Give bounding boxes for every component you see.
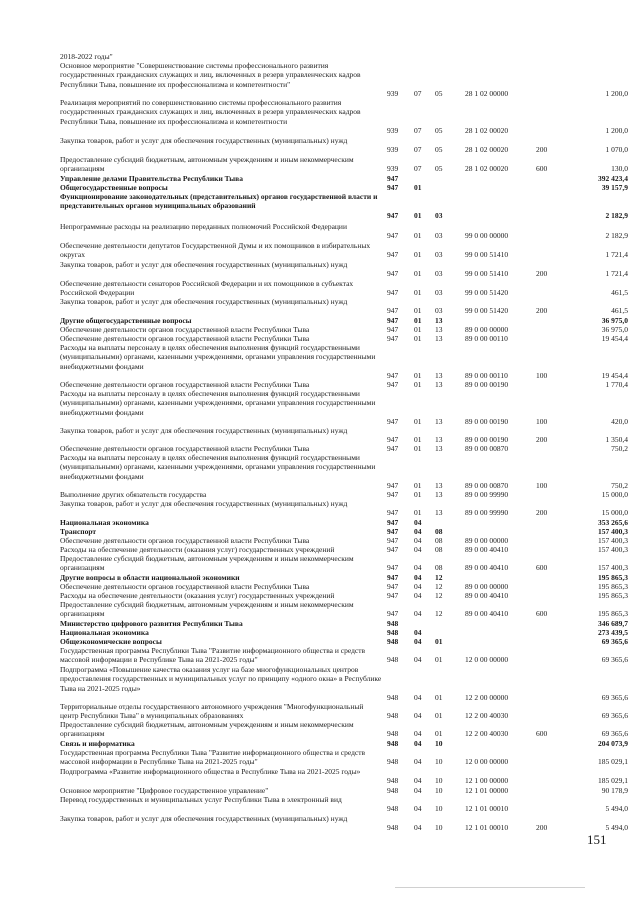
row-sum: 69 365,6 <box>601 655 628 665</box>
row-description: Обеспечение деятельности органов государственной власти Республики Тыва <box>60 444 310 453</box>
row-rz: 01 <box>414 380 422 389</box>
row-vr: 200 <box>536 269 548 279</box>
row-sum: 1 770,4 <box>605 380 628 389</box>
row-description: Обеспечение деятельности органов государственной власти Республики Тыва <box>60 536 310 545</box>
row-sum: 69 365,6 <box>601 637 628 646</box>
row-grbs: 948 <box>387 655 399 665</box>
row-description: Расходы на выплаты персоналу в целях обеспечения выполнения функций государственными (муниципальными) органами, казенными учреждениями, органами управления государственными внебюджетными фондами <box>60 389 376 417</box>
row-sum: 15 000,0 <box>601 508 628 518</box>
row-description: Расходы на выплаты персоналу в целях обеспечения выполнения функций государственными (муниципальными) органами, казенными учреждениями, органами управления государственными внебюджетными фондами <box>60 453 376 481</box>
row-grbs: 947 <box>387 444 399 453</box>
row-grbs: 947 <box>387 380 399 389</box>
row-vr: 100 <box>536 416 548 426</box>
row-rz: 01 <box>414 334 422 343</box>
row-description: Закупка товаров, работ и услуг для обеспечения государственных (муниципальных) нужд <box>60 260 348 269</box>
row-pr: 01 <box>435 711 443 721</box>
row-grbs: 947 <box>387 536 399 545</box>
row-rz: 01 <box>414 210 422 220</box>
row-pr: 05 <box>435 125 443 135</box>
row-sum: 157 400,3 <box>598 527 628 536</box>
row-vr: 200 <box>536 145 548 155</box>
row-grbs: 948 <box>387 757 399 767</box>
row-grbs: 947 <box>387 582 399 591</box>
row-description: Предоставление субсидий бюджетным, автономным учреждениям и иным некоммерческим организациям <box>60 554 354 573</box>
row-description: Общегосударственные вопросы <box>60 183 168 192</box>
row-pr: 01 <box>435 729 443 739</box>
row-pr: 13 <box>435 416 443 426</box>
row-description: Территориальные отделы государственного автономного учреждения "Многофункциональный центр Республики Тыва" в муниципальных образованиях <box>60 702 364 721</box>
row-pr: 13 <box>435 370 443 380</box>
row-sum: 36 975,0 <box>601 325 628 334</box>
row-vr: 600 <box>536 563 548 573</box>
row-cs: 99 0 00 51410 <box>465 269 509 279</box>
row-rz: 04 <box>414 591 422 600</box>
row-pr: 01 <box>435 637 443 646</box>
row-rz: 04 <box>414 536 422 545</box>
row-grbs: 947 <box>387 231 399 241</box>
row-rz: 07 <box>414 125 422 135</box>
row-sum: 185 029,1 <box>598 776 628 786</box>
row-grbs: 947 <box>387 490 399 499</box>
row-sum: 195 865,3 <box>598 573 628 582</box>
row-sum: 195 865,3 <box>598 591 628 600</box>
row-sum: 157 400,3 <box>598 536 628 545</box>
row-sum: 461,5 <box>611 288 628 298</box>
row-grbs: 947 <box>387 527 399 536</box>
row-description: Перевод государственных и муниципальных услуг Республики Тыва в электронный вид <box>60 795 342 804</box>
row-vr: 200 <box>536 435 548 445</box>
row-grbs: 947 <box>387 306 399 316</box>
row-cs: 12 1 01 00010 <box>465 804 509 814</box>
row-description: Функционирование законодательных (представительных) органов государственной власти и представительных органов муниципальных образований <box>60 192 378 211</box>
row-cs: 89 0 00 00110 <box>465 370 508 380</box>
row-description: Обеспечение деятельности органов государственной власти Республики Тыва <box>60 334 310 343</box>
row-rz: 04 <box>414 545 422 554</box>
row-sum: 1 721,4 <box>605 269 628 279</box>
row-cs: 28 1 02 00020 <box>465 145 509 155</box>
row-sum: 273 439,5 <box>598 628 628 637</box>
row-vr: 600 <box>536 729 548 739</box>
row-grbs: 948 <box>387 823 399 833</box>
row-sum: 15 000,0 <box>601 490 628 499</box>
row-cs: 12 2 00 40030 <box>465 729 509 739</box>
row-rz: 04 <box>414 729 422 739</box>
row-pr: 03 <box>435 250 443 260</box>
page-number: 151 <box>587 832 607 847</box>
row-rz: 01 <box>414 435 422 445</box>
row-description: Обеспечение деятельности органов государственной власти Республики Тыва <box>60 380 310 389</box>
row-description: Расходы на обеспечение деятельности (оказания услуг) государственных учреждений <box>60 545 335 554</box>
row-grbs: 948 <box>387 637 399 646</box>
row-cs: 12 2 00 40030 <box>465 711 509 721</box>
row-sum: 1 200,0 <box>605 88 628 98</box>
row-description: Национальная экономика <box>60 518 149 527</box>
row-pr: 03 <box>435 269 443 279</box>
row-pr: 08 <box>435 527 443 536</box>
row-sum: 195 865,3 <box>598 609 628 619</box>
row-cs: 89 0 00 00000 <box>465 325 509 334</box>
row-description: Закупка товаров, работ и услуг для обеспечения государственных (муниципальных) нужд <box>60 297 348 306</box>
row-grbs: 948 <box>387 804 399 814</box>
row-pr: 13 <box>435 480 443 490</box>
row-rz: 04 <box>414 655 422 665</box>
row-rz: 04 <box>414 628 422 637</box>
row-description: Национальная экономика <box>60 628 149 637</box>
row-grbs: 947 <box>387 609 399 619</box>
row-pr: 05 <box>435 88 443 98</box>
row-description: Основное мероприятие "Цифровое государственное управление" <box>60 786 269 795</box>
row-cs: 89 0 00 00110 <box>465 334 508 343</box>
row-vr: 200 <box>536 306 548 316</box>
row-rz: 01 <box>414 316 422 325</box>
row-grbs: 948 <box>387 786 399 795</box>
row-grbs: 947 <box>387 416 399 426</box>
row-rz: 04 <box>414 582 422 591</box>
row-description: Обеспечение деятельности сенаторов Российской Федерации и их помощников в субъектах Российской Федерации <box>60 279 354 298</box>
row-cs: 28 1 02 00000 <box>465 88 509 98</box>
row-pr: 08 <box>435 545 443 554</box>
row-grbs: 947 <box>387 250 399 260</box>
row-sum: 19 454,4 <box>601 370 628 380</box>
row-pr: 03 <box>435 306 443 316</box>
row-cs: 89 0 00 40410 <box>465 591 509 600</box>
row-vr: 600 <box>536 609 548 619</box>
row-cs: 12 1 00 00000 <box>465 776 509 786</box>
row-sum: 420,0 <box>611 416 628 426</box>
row-sum: 204 073,9 <box>598 739 628 748</box>
row-grbs: 948 <box>387 729 399 739</box>
row-rz: 01 <box>414 183 422 192</box>
row-sum: 69 365,6 <box>601 692 628 702</box>
row-description: Основное мероприятие "Совершенствование системы профессионального развития государственных гражданских служащих и лиц, включенных в резерв управленческих кадров Республики Тыва, повышение их профессионализма и компетентности" <box>60 61 361 89</box>
row-grbs: 947 <box>387 563 399 573</box>
row-sum: 1 070,0 <box>605 145 628 155</box>
row-sum: 19 454,4 <box>601 334 628 343</box>
row-grbs: 939 <box>387 125 399 135</box>
row-rz: 01 <box>414 250 422 260</box>
row-description: Подпрограмма «Развитие информационного общества в Республике Тыва на 2021-2025 годы» <box>60 767 361 776</box>
row-cs: 12 0 00 00000 <box>465 655 509 665</box>
row-rz: 04 <box>414 739 422 748</box>
row-description: Обеспечение деятельности органов государственной власти Республики Тыва <box>60 582 310 591</box>
row-sum: 69 365,6 <box>601 729 628 739</box>
row-pr: 10 <box>435 757 443 767</box>
row-sum: 195 865,3 <box>598 582 628 591</box>
row-pr: 03 <box>435 231 443 241</box>
row-sum: 346 689,7 <box>598 619 628 628</box>
row-sum: 2 182,9 <box>605 210 628 220</box>
row-pr: 10 <box>435 739 443 748</box>
row-description: Предоставление субсидий бюджетным, автономным учреждениям и иным некоммерческим организациям <box>60 600 354 619</box>
row-cs: 99 0 00 51420 <box>465 306 509 316</box>
row-description: Транспорт <box>60 527 97 536</box>
row-pr: 10 <box>435 823 443 833</box>
row-vr: 200 <box>536 508 548 518</box>
row-pr: 13 <box>435 316 443 325</box>
row-rz: 04 <box>414 804 422 814</box>
row-grbs: 948 <box>387 776 399 786</box>
row-grbs: 948 <box>387 739 399 748</box>
row-pr: 08 <box>435 563 443 573</box>
row-pr: 12 <box>435 573 443 582</box>
row-cs: 89 0 00 00190 <box>465 380 509 389</box>
row-description: Обеспечение деятельности органов государственной власти Республики Тыва <box>60 325 310 334</box>
row-rz: 04 <box>414 711 422 721</box>
row-pr: 01 <box>435 655 443 665</box>
row-cs: 12 0 00 00000 <box>465 757 509 767</box>
row-sum: 353 265,6 <box>598 518 628 527</box>
row-description: Закупка товаров, работ и услуг для обеспечения государственных (муниципальных) нужд <box>60 814 348 823</box>
row-pr: 13 <box>435 490 443 499</box>
row-description: Выполнение других обязательств государства <box>60 490 207 499</box>
row-rz: 04 <box>414 786 422 795</box>
row-rz: 01 <box>414 370 422 380</box>
row-cs: 89 0 00 00190 <box>465 416 509 426</box>
row-pr: 13 <box>435 435 443 445</box>
row-description: 2018-2022 годы" <box>60 52 113 61</box>
row-rz: 01 <box>414 480 422 490</box>
row-vr: 600 <box>536 164 548 174</box>
row-grbs: 947 <box>387 591 399 600</box>
row-vr: 200 <box>536 823 548 833</box>
row-sum: 392 423,4 <box>598 174 628 183</box>
row-grbs: 947 <box>387 183 399 192</box>
row-description: Закупка товаров, работ и услуг для обеспечения государственных (муниципальных) нужд <box>60 499 348 508</box>
row-cs: 89 0 00 00870 <box>465 444 509 453</box>
row-sum: 2 182,9 <box>605 231 628 241</box>
row-pr: 12 <box>435 591 443 600</box>
row-pr: 12 <box>435 609 443 619</box>
row-grbs: 939 <box>387 145 399 155</box>
row-cs: 89 0 00 99990 <box>465 508 509 518</box>
row-rz: 04 <box>414 757 422 767</box>
row-pr: 13 <box>435 444 443 453</box>
row-pr: 05 <box>435 145 443 155</box>
row-rz: 04 <box>414 823 422 833</box>
row-grbs: 947 <box>387 325 399 334</box>
row-cs: 28 1 02 00020 <box>465 125 509 135</box>
row-rz: 01 <box>414 306 422 316</box>
row-cs: 99 0 00 51410 <box>465 250 509 260</box>
row-pr: 10 <box>435 804 443 814</box>
row-description: Закупка товаров, работ и услуг для обеспечения государственных (муниципальных) нужд <box>60 136 348 145</box>
row-grbs: 948 <box>387 692 399 702</box>
row-rz: 01 <box>414 325 422 334</box>
row-sum: 5 494,0 <box>605 823 628 833</box>
row-pr: 10 <box>435 786 443 795</box>
bottom-rule <box>395 887 585 888</box>
row-vr: 100 <box>536 370 548 380</box>
row-pr: 05 <box>435 164 443 174</box>
row-cs: 12 2 00 00000 <box>465 692 509 702</box>
row-sum: 39 157,9 <box>601 183 628 192</box>
row-description: Обеспечение деятельности депутатов Государственной Думы и их помощников в избирательных округах <box>60 241 371 260</box>
row-description: Связь и информатика <box>60 739 135 748</box>
row-cs: 99 0 00 51420 <box>465 288 509 298</box>
row-grbs: 947 <box>387 316 399 325</box>
row-grbs: 947 <box>387 480 399 490</box>
row-rz: 04 <box>414 776 422 786</box>
row-cs: 12 1 01 00000 <box>465 786 509 795</box>
row-rz: 01 <box>414 416 422 426</box>
row-pr: 12 <box>435 582 443 591</box>
row-sum: 90 178,9 <box>601 786 628 795</box>
row-rz: 01 <box>414 508 422 518</box>
row-pr: 13 <box>435 325 443 334</box>
row-vr: 100 <box>536 480 548 490</box>
row-pr: 13 <box>435 380 443 389</box>
row-description: Расходы на обеспечение деятельности (оказания услуг) государственных учреждений <box>60 591 335 600</box>
row-grbs: 947 <box>387 573 399 582</box>
row-cs: 89 0 00 00000 <box>465 582 509 591</box>
row-grbs: 939 <box>387 164 399 174</box>
row-rz: 04 <box>414 692 422 702</box>
row-description: Предоставление субсидий бюджетным, автономным учреждениям и иным некоммерческим организациям <box>60 720 354 739</box>
row-grbs: 947 <box>387 370 399 380</box>
row-cs: 89 0 00 40410 <box>465 545 509 554</box>
row-grbs: 947 <box>387 269 399 279</box>
row-sum: 1 721,4 <box>605 250 628 260</box>
row-grbs: 939 <box>387 88 399 98</box>
row-rz: 04 <box>414 573 422 582</box>
row-description: Закупка товаров, работ и услуг для обеспечения государственных (муниципальных) нужд <box>60 426 348 435</box>
row-description: Реализация мероприятий по совершенствованию системы профессионального развития государственных гражданских служащих и лиц, включенных в резерв управленческих кадров Республики Тыва, повышение их профессионализма и компетентности <box>60 98 361 126</box>
row-rz: 04 <box>414 609 422 619</box>
row-cs: 89 0 00 40410 <box>465 563 509 573</box>
row-sum: 36 975,0 <box>601 316 628 325</box>
row-pr: 01 <box>435 692 443 702</box>
row-description: Государственная программа Республики Тыва "Развитие информационного общества и средств массовой информации в Республике Тыва на 2021-2025 годы" <box>60 748 366 767</box>
row-grbs: 947 <box>387 334 399 343</box>
row-cs: 89 0 00 00190 <box>465 435 509 445</box>
row-description: Другие вопросы в области национальной экономики <box>60 573 240 582</box>
row-sum: 157 400,3 <box>598 545 628 554</box>
row-grbs: 947 <box>387 518 399 527</box>
row-grbs: 948 <box>387 619 399 628</box>
row-rz: 07 <box>414 88 422 98</box>
row-cs: 89 0 00 00000 <box>465 536 509 545</box>
row-rz: 01 <box>414 269 422 279</box>
row-sum: 69 365,6 <box>601 711 628 721</box>
row-cs: 28 1 02 00020 <box>465 164 509 174</box>
row-pr: 13 <box>435 334 443 343</box>
row-description: Предоставление субсидий бюджетным, автономным учреждениям и иным некоммерческим организациям <box>60 155 354 174</box>
row-description: Управление делами Правительства Республики Тыва <box>60 174 243 183</box>
row-description: Другие общегосударственные вопросы <box>60 316 192 325</box>
row-sum: 130,0 <box>611 164 628 174</box>
row-rz: 04 <box>414 563 422 573</box>
row-rz: 04 <box>414 637 422 646</box>
row-cs: 89 0 00 00870 <box>465 480 509 490</box>
row-rz: 04 <box>414 527 422 536</box>
row-cs: 99 0 00 00000 <box>465 231 509 241</box>
row-grbs: 947 <box>387 545 399 554</box>
row-rz: 01 <box>414 288 422 298</box>
row-description: Общеэкономические вопросы <box>60 637 162 646</box>
row-cs: 89 0 00 99990 <box>465 490 509 499</box>
row-rz: 01 <box>414 444 422 453</box>
row-description: Государственная программа Республики Тыва "Развитие информационного общества и средств массовой информации в Республике Тыва на 2021-2025 годы" <box>60 646 366 665</box>
row-sum: 185 029,1 <box>598 757 628 767</box>
row-rz: 07 <box>414 145 422 155</box>
row-grbs: 947 <box>387 288 399 298</box>
row-cs: 89 0 00 40410 <box>465 609 509 619</box>
row-grbs: 948 <box>387 628 399 637</box>
row-pr: 13 <box>435 508 443 518</box>
row-grbs: 947 <box>387 174 399 183</box>
row-description: Расходы на выплаты персоналу в целях обеспечения выполнения функций государственными (муниципальными) органами, казенными учреждениями, органами управления государственными внебюджетными фондами <box>60 343 376 371</box>
row-pr: 03 <box>435 210 443 220</box>
row-pr: 03 <box>435 288 443 298</box>
row-sum: 1 350,4 <box>605 435 628 445</box>
row-cs: 12 1 01 00010 <box>465 823 509 833</box>
row-grbs: 947 <box>387 210 399 220</box>
row-rz: 04 <box>414 518 422 527</box>
row-sum: 157 400,3 <box>598 563 628 573</box>
row-sum: 1 200,0 <box>605 125 628 135</box>
row-description: Подпрограмма «Повышение качества оказания услуг на базе многофункциональных центров предоставления государственных и муниципальных услуг по принципу «одного окна» в Республике Тыва на 2021-2025 годы» <box>60 665 382 693</box>
row-grbs: 947 <box>387 435 399 445</box>
row-pr: 08 <box>435 536 443 545</box>
row-rz: 01 <box>414 231 422 241</box>
row-pr: 10 <box>435 776 443 786</box>
row-description: Министерство цифрового развития Республики Тыва <box>60 619 243 628</box>
row-rz: 07 <box>414 164 422 174</box>
row-grbs: 947 <box>387 508 399 518</box>
row-sum: 750,2 <box>611 444 628 453</box>
row-description: Непрограммные расходы на реализацию переданных полномочий Российской Федерации <box>60 222 347 231</box>
row-sum: 750,2 <box>611 480 628 490</box>
row-sum: 461,5 <box>611 306 628 316</box>
row-grbs: 948 <box>387 711 399 721</box>
row-rz: 01 <box>414 490 422 499</box>
row-sum: 5 494,0 <box>605 804 628 814</box>
